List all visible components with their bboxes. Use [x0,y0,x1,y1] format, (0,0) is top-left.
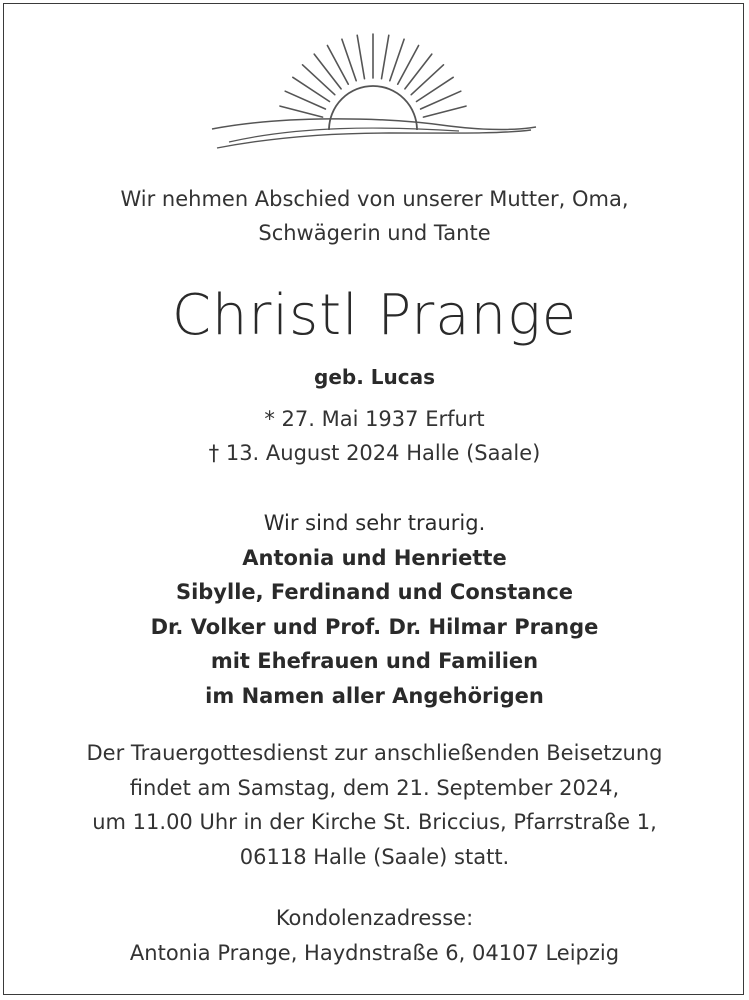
maiden-name: geb. Lucas [314,365,435,389]
service-line: um 11.00 Uhr in der Kirche St. Briccius, Pfarrstraße 1, [92,810,657,834]
sun-ray [357,35,364,78]
condolence-label: Kondolenzadresse: [275,906,474,930]
sun-ray [382,35,389,78]
condolence-address-line: Antonia Prange, Haydnstraße 6, 04107 Leipzig [129,940,620,965]
service-line: findet am Samstag, dem 21. September 2024, [129,775,620,800]
sun-ray [411,65,443,95]
funeral-service-info [0,736,749,874]
service-line: 06118 Halle (Saale) statt. [239,844,510,869]
death-date: † 13. August 2024 Halle (Saale) [208,441,541,465]
intro-text [0,182,749,250]
intro-line: Schwägerin und Tante [258,221,491,245]
sun-ray [342,39,356,81]
sunrise-icon [209,30,539,160]
condolence-address [0,901,749,970]
mourner-line: mit Ehefrauen und Familien [210,649,539,673]
life-dates [0,402,749,470]
birth-date: * 27. Mai 1937 Erfurt [264,407,485,431]
sun-ray [280,106,323,117]
intro-line: Wir nehmen Abschied von unserer Mutter, Oma, [120,187,629,211]
sun-ray [327,46,348,85]
mourner-line: Sibylle, Ferdinand und Constance [175,580,574,604]
mourner-line: Dr. Volker und Prof. Dr. Hilmar Prange [150,614,599,639]
sun-ray [314,54,341,89]
sun-ray [390,39,404,81]
mourning-statement: Wir sind sehr traurig. [263,511,486,535]
mourners-list [0,506,749,713]
sun-ray [303,65,335,95]
sun-ray [423,106,466,117]
mourner-line: im Namen aller Angehörigen [205,683,544,708]
sun-ray [405,54,432,89]
deceased-name: Christl Prange [171,283,578,348]
sun-ray [398,46,419,85]
service-line: Der Trauergottesdienst zur anschließenden Beisetzung [86,741,663,765]
mourner-line: Antonia und Henriette [242,545,507,570]
